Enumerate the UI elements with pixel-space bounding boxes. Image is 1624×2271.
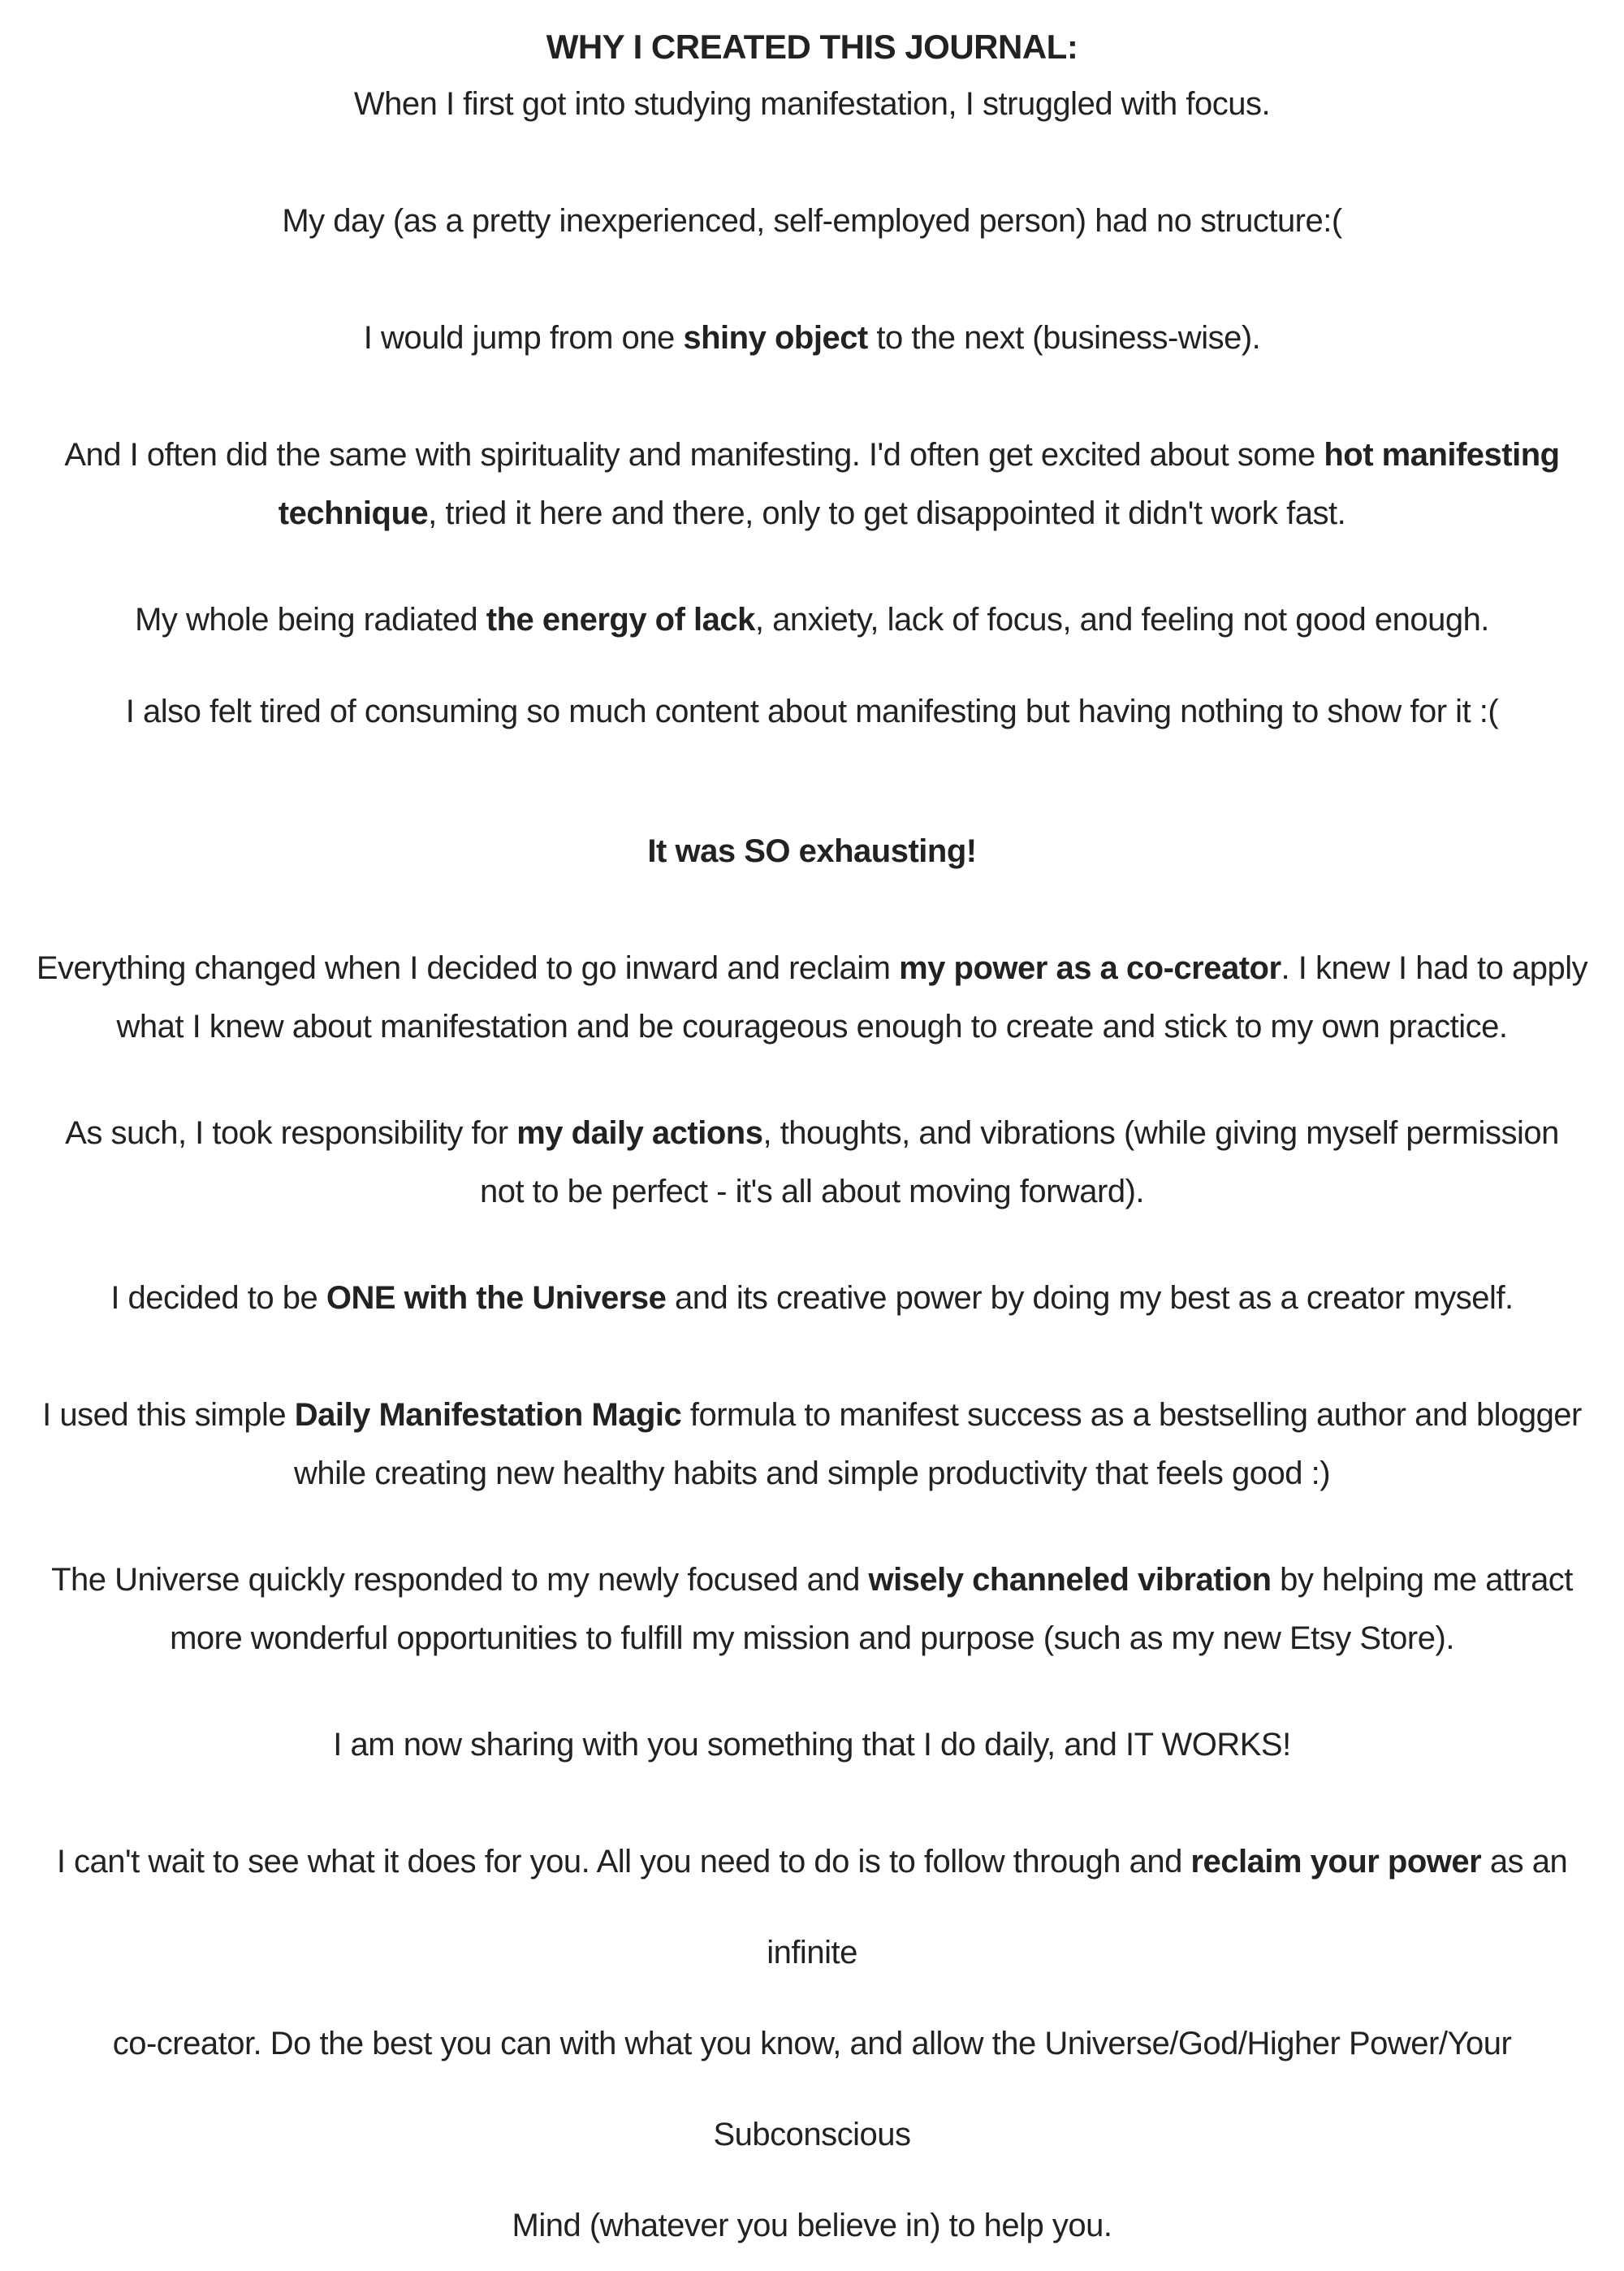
paragraph-channeled-vibration: The Universe quickly responded to my newly focused and wisely channeled vibration by helping me attract more wonderful opportunities to fulfill my mission and purpose (such as my new Etsy Store). (51, 1562, 1573, 1656)
paragraph-intro: When I first got into studying manifestation, I struggled with focus. (353, 86, 1271, 122)
paragraph-manifesting-technique: And I often did the same with spirituality and manifesting. I'd often get excited about some hot manifesting technique, tried it here and there, only to get disappointed it didn't work fast. (64, 437, 1560, 531)
paragraph-daily-actions: As such, I took responsibility for my daily actions, thoughts, and vibrations (while giving myself permission not to be perfect - it's all about moving forward). (65, 1115, 1559, 1209)
paragraph-shiny-object: I would jump from one shiny object to the next (business-wise). (363, 320, 1261, 356)
paragraph-tired: I also felt tired of consuming so much content about manifesting but having nothing to show for it :( (125, 694, 1499, 729)
paragraph-energy-of-lack: My whole being radiated the energy of lack, anxiety, lack of focus, and feeling not good enough. (135, 602, 1489, 638)
paragraph-reclaim-power: I can't wait to see what it does for you. All you need to do is to follow through and reclaim your power as an infinite co-creator. Do the best you can with what you know, and allow the Universe/God/Higher Power/Your Subconscious Mind (whatever you believe in) to help you. (56, 1844, 1568, 2243)
paragraph-co-creator: Everything changed when I decided to go inward and reclaim my power as a co-creator. I knew I had to apply what I knew about manifestation and be courageous enough to create and stick to my own practice. (36, 950, 1588, 1045)
paragraph-exhausting: It was SO exhausting! (647, 833, 977, 869)
paragraph-it-works: I am now sharing with you something that I do daily, and IT WORKS! (333, 1727, 1291, 1763)
page-title: WHY I CREATED THIS JOURNAL: (546, 28, 1078, 66)
paragraph-daily-manifestation-magic: I used this simple Daily Manifestation Magic formula to manifest success as a bestselling author and blogger while creating new healthy habits and simple productivity that feels good :) (42, 1397, 1582, 1491)
paragraph-structure: My day (as a pretty inexperienced, self-employed person) had no structure:( (282, 203, 1342, 239)
paragraph-one-with-universe: I decided to be ONE with the Universe and its creative power by doing my best as a creator myself. (110, 1280, 1514, 1316)
